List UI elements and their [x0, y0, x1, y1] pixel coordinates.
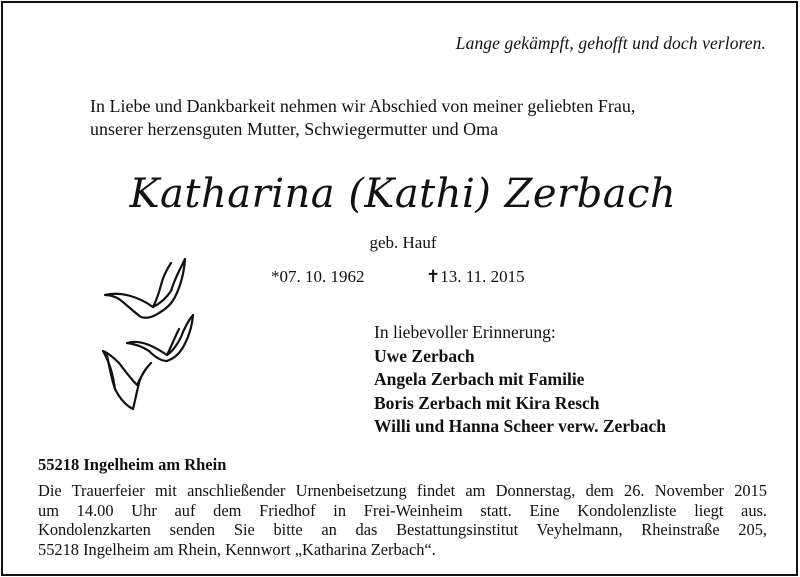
family-signature — [374, 321, 666, 439]
death-date: ✝13. 11. 2015 — [426, 267, 525, 286]
family-lead: In liebevoller Erinnerung: — [374, 322, 556, 342]
notice-line-3: Kondolenzkarten senden Sie bitte an das Bestattungsinstitut Veyhelmann, Rheinstraße 205, — [38, 520, 767, 539]
maiden-name: geb. Hauf — [369, 233, 437, 252]
family-member: Boris Zerbach mit Kira Resch — [374, 392, 600, 413]
obituary-frame — [1, 1, 798, 576]
funeral-notice — [38, 481, 767, 559]
flying-birds-icon — [101, 251, 216, 416]
family-member: Angela Zerbach mit Familie — [374, 369, 585, 389]
notice-line-4: 55218 Ingelheim am Rhein, Kennwort „Katharina Zerbach“. — [38, 539, 436, 559]
deceased-name: Katharina (Kathi) Zerbach — [129, 171, 677, 217]
family-member: Uwe Zerbach — [374, 345, 475, 366]
intro-line-2: unserer herzensguten Mutter, Schwiegermutter und Oma — [90, 119, 499, 139]
intro-text — [90, 95, 710, 141]
birth-date: *07. 10. 1962 — [271, 267, 365, 286]
bird-middle-icon — [127, 315, 193, 361]
motto-text: Lange gekämpft, gehofft und doch verloren. — [455, 33, 766, 53]
bird-bottom-icon — [103, 351, 151, 409]
bird-top-icon — [105, 259, 185, 318]
intro-line-1: In Liebe und Dankbarkeit nehmen wir Abschied von meiner geliebten Frau, — [90, 96, 636, 116]
place-heading: 55218 Ingelheim am Rhein — [38, 455, 227, 474]
family-member: Willi und Hanna Scheer verw. Zerbach — [374, 416, 667, 436]
notice-line-2: um 14.00 Uhr auf dem Friedhof in Frei-Weinheim statt. Eine Kondolenzliste liegt aus. — [38, 500, 767, 520]
notice-line-1: Die Trauerfeier mit anschließender Urnenbeisetzung findet am Donnerstag, dem 26. November 2015 — [38, 481, 767, 500]
